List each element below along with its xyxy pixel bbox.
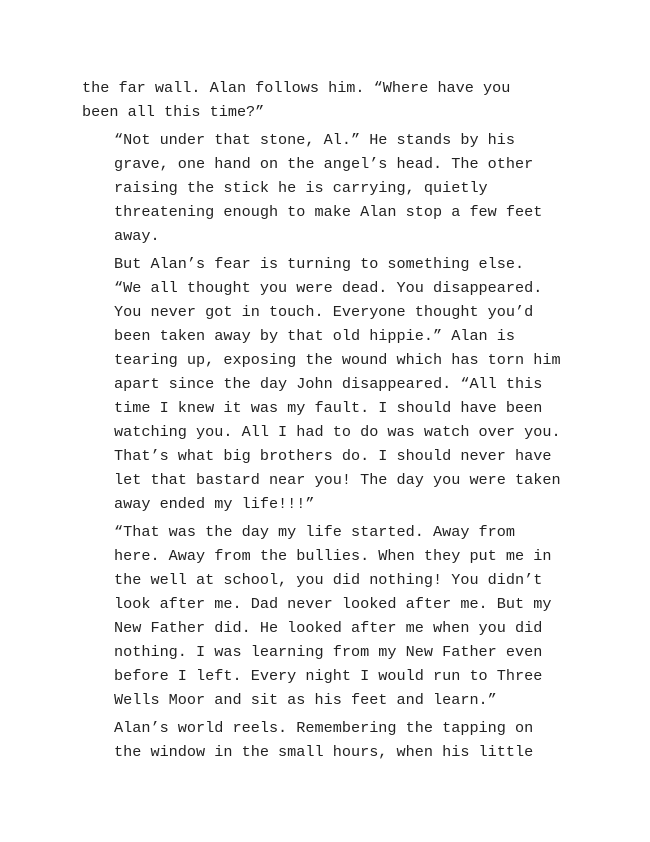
text-line: the well at school, you did nothing! You didn’t [114,571,543,589]
text-line: “We all thought you were dead. You disappeared. [114,279,543,297]
text-line: Alan’s world reels. Remembering the tapping on [114,719,534,737]
text-line: “That was the day my life started. Away from [114,523,516,541]
text-line: been all this time?” [82,103,265,121]
text-line: away ended my life!!!” [114,495,315,513]
text-line: That’s what big brothers do. I should never have [114,447,552,465]
text-line: apart since the day John disappeared. “All this [114,375,543,393]
paragraph-2 [82,128,562,248]
text-line: let that bastard near you! The day you were taken [114,471,561,489]
paragraph-4 [82,520,562,712]
text-line: You never got in touch. Everyone thought you’d [114,303,534,321]
text-line: Wells Moor and sit as his feet and learn.” [114,691,497,709]
text-line: here. Away from the bullies. When they put me in [114,547,552,565]
text-line: nothing. I was learning from my New Father even [114,643,543,661]
text-line: “Not under that stone, Al.” He stands by his [114,131,516,149]
text-line: before I left. Every night I would run to Three [114,667,543,685]
text-line: New Father did. He looked after me when you did [114,619,543,637]
paragraph-1 [82,76,562,124]
text-line: watching you. All I had to do was watch over you. [114,423,561,441]
text-line: raising the stick he is carrying, quietly [114,179,488,197]
paragraph-5 [82,716,562,764]
text-line: grave, one hand on the angel’s head. The other [114,155,534,173]
text-line: But Alan’s fear is turning to something else. [114,255,525,273]
paragraph-3 [82,252,562,516]
text-line: been taken away by that old hippie.” Alan is [114,327,516,345]
text-line: time I knew it was my fault. I should have been [114,399,543,417]
document-page [82,76,562,768]
text-line: look after me. Dad never looked after me. But my [114,595,552,613]
text-line: tearing up, exposing the wound which has torn him [114,351,561,369]
text-line: the window in the small hours, when his little [114,743,534,761]
text-line: threatening enough to make Alan stop a few feet [114,203,543,221]
text-line: the far wall. Alan follows him. “Where have you [82,79,511,97]
text-line: away. [114,227,160,245]
